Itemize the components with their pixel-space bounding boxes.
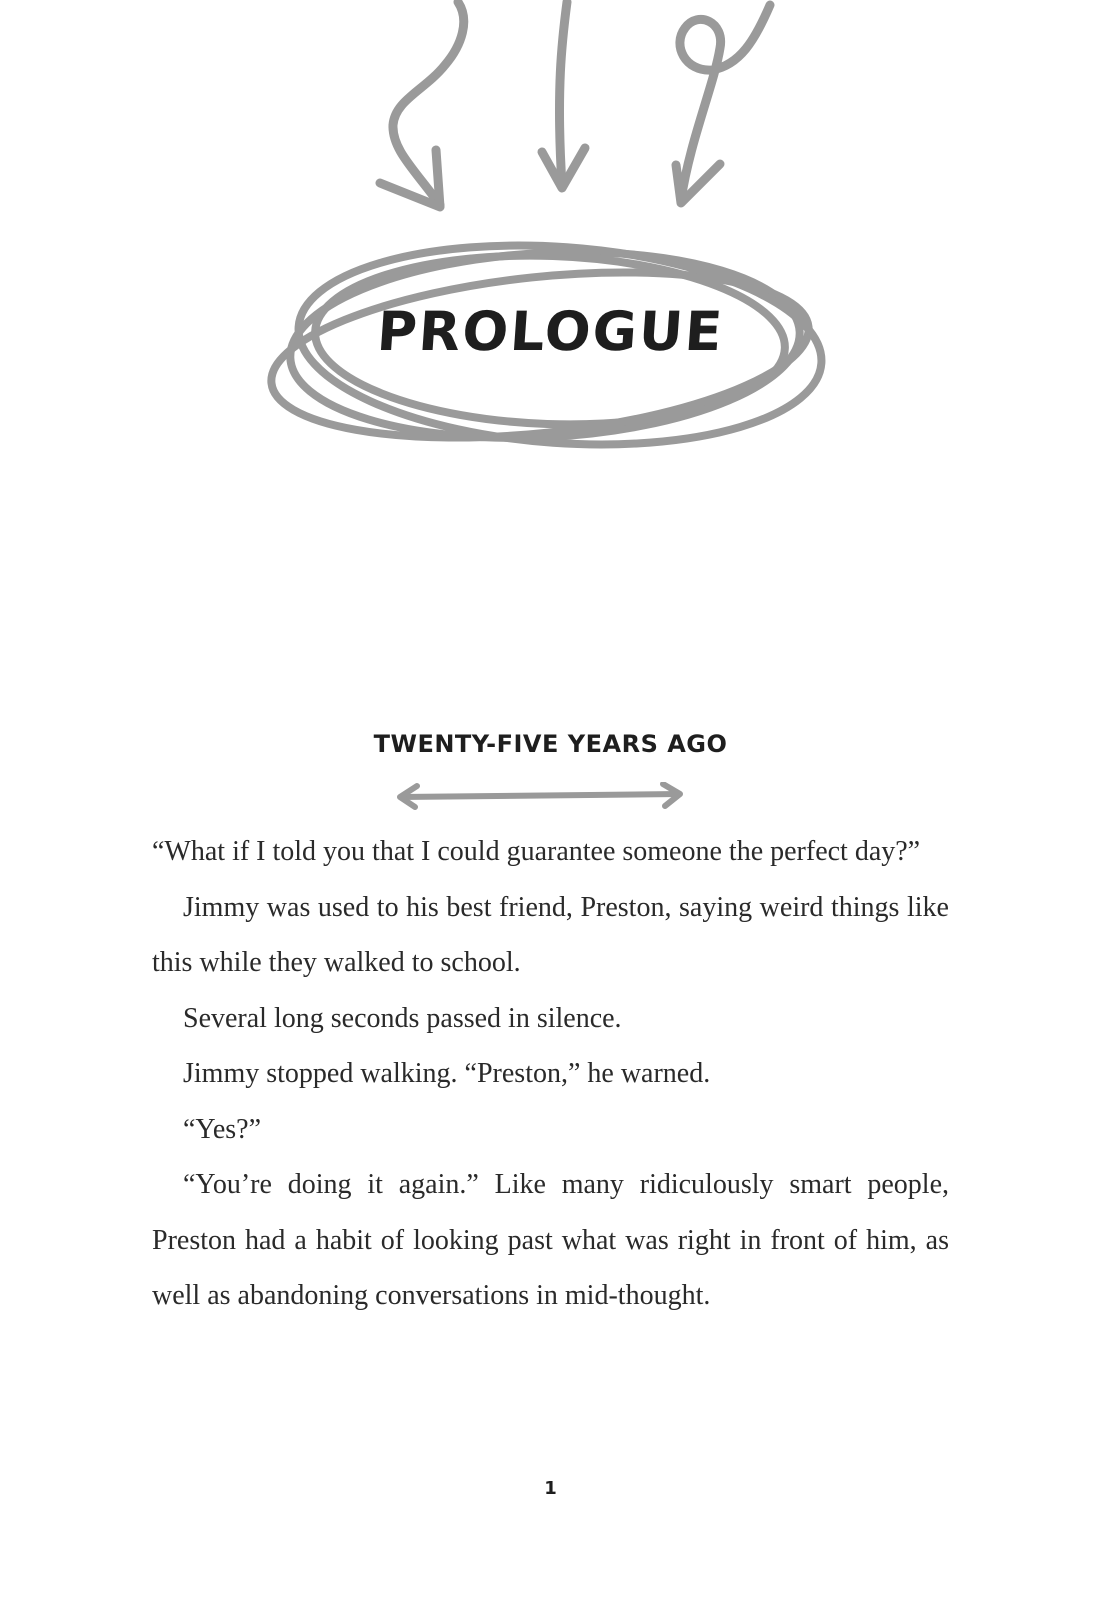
chapter-subtitle: TWENTY-FIVE YEARS AGO bbox=[373, 730, 728, 758]
left-squiggle-arrow bbox=[393, 2, 464, 205]
paragraph: Several long seconds passed in silence. bbox=[183, 1002, 622, 1034]
prologue-body-text bbox=[152, 824, 949, 1324]
page-number: 1 bbox=[544, 1478, 557, 1499]
paragraph: “What if I told you that I could guarantee someone the perfect day?” bbox=[152, 836, 921, 867]
right-loop-arrow bbox=[680, 5, 770, 200]
paragraph: “Yes?” bbox=[183, 1113, 262, 1145]
paragraph: “You’re doing it again.” Like many ridiculously smart people, Preston had a habit of looking past what was right in front of him, as well as abandoning conversations in mid-thought. bbox=[152, 1169, 949, 1311]
squiggly-arrows-illustration bbox=[0, 0, 1101, 240]
chapter-title: PROLOGUE bbox=[375, 300, 726, 363]
paragraph: Jimmy stopped walking. “Preston,” he warned. bbox=[183, 1058, 711, 1089]
paragraph: Jimmy was used to his best friend, Preston, saying weird things like this while they walked to school. bbox=[152, 891, 949, 978]
middle-arrow bbox=[559, 2, 567, 185]
double-headed-arrow-icon bbox=[395, 782, 695, 812]
